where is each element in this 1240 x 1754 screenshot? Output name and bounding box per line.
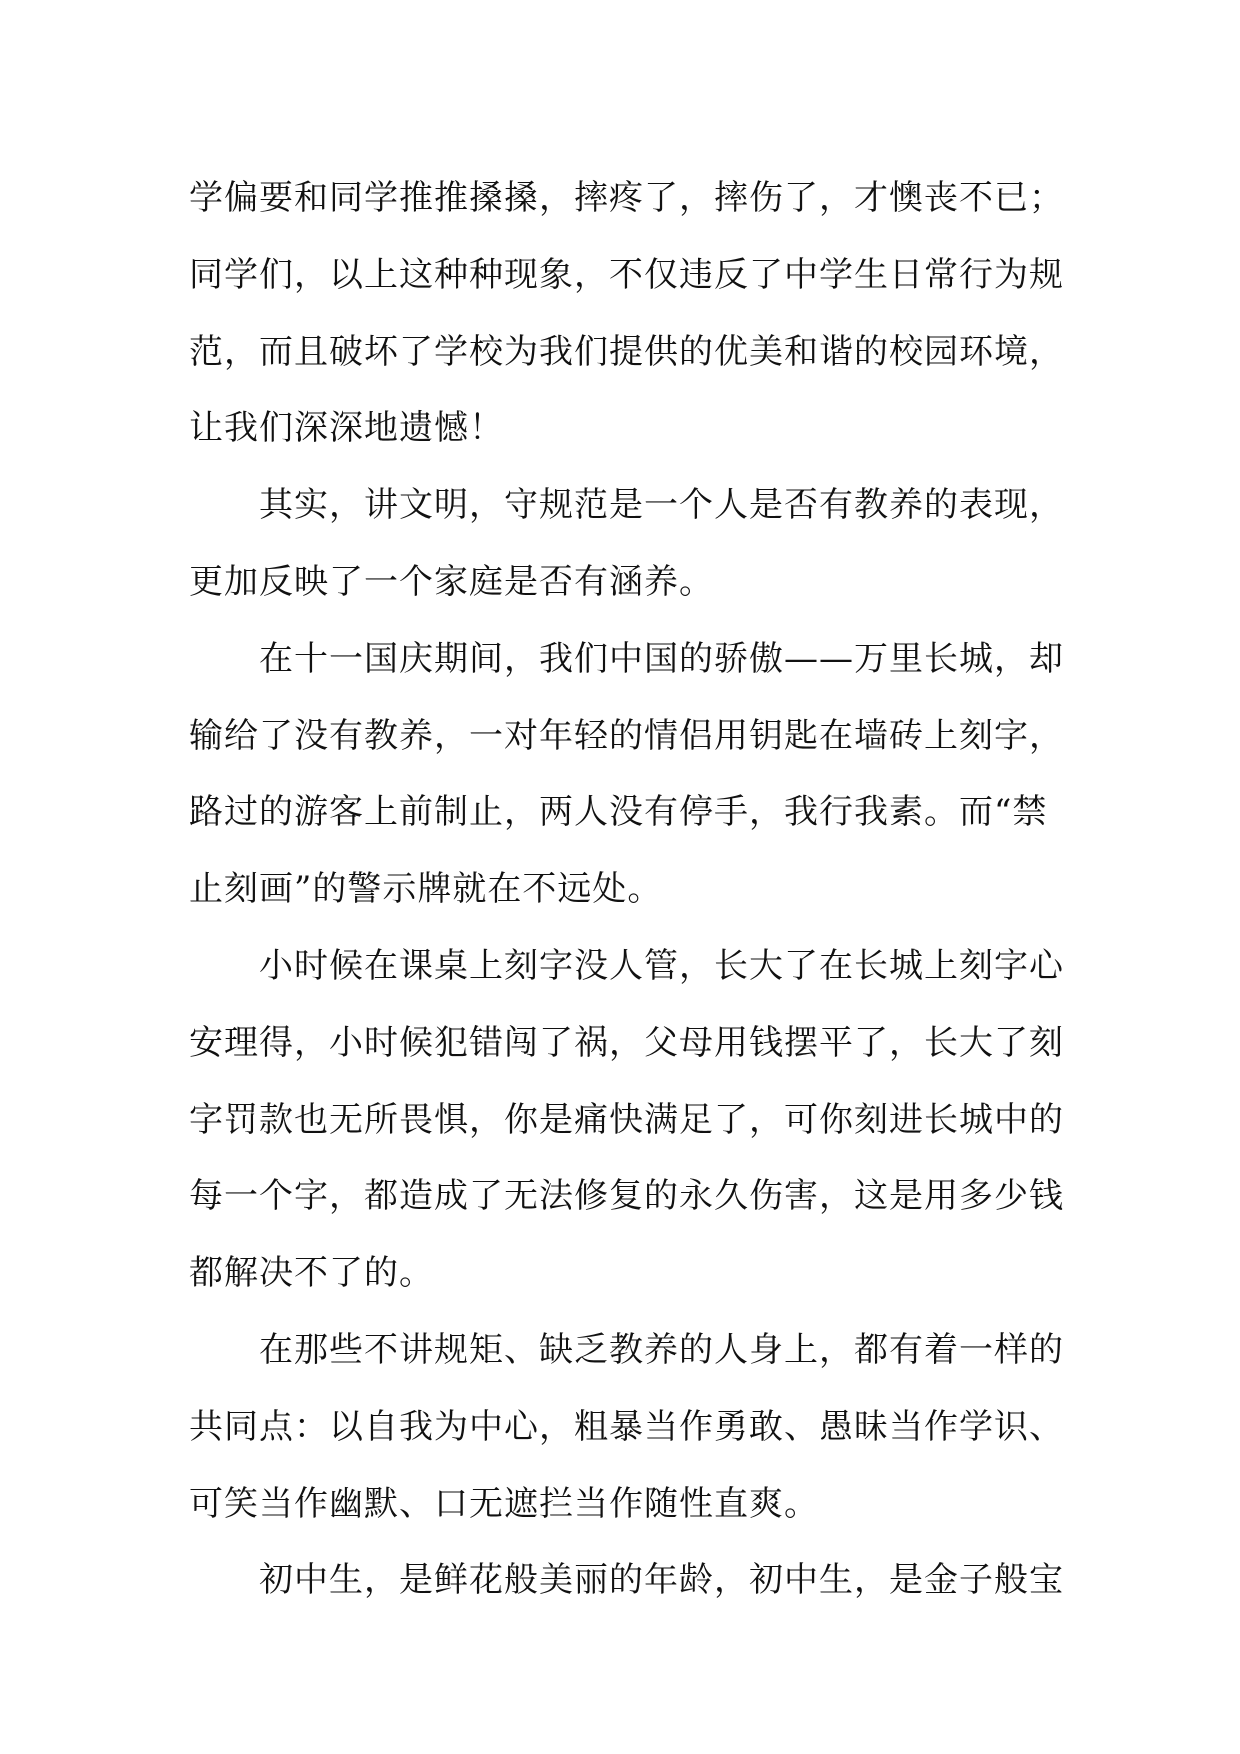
text-line-6: 更加反映了一个家庭是否有涵养。 [189,561,714,602]
text-line-1: 学偏要和同学推推搡搡，摔疼了，摔伤了，才懊丧不已； [189,178,1064,218]
text-line-11: 小时候在课桌上刻字没人管，长大了在长城上刻字心 [259,945,1064,986]
text-line-18: 可笑当作幽默、口无遮拦当作随性直爽。 [189,1483,819,1524]
text-line-13: 字罚款也无所畏惧，你是痛快满足了，可你刻进长城中的 [189,1099,1064,1140]
text-line-17: 共同点：以自我为中心，粗暴当作勇敢、愚昧当作学识、 [189,1406,1064,1447]
text-line-9: 路过的游客上前制止，两人没有停手，我行我素。而“禁 [189,792,1048,833]
text-line-12: 安理得，小时候犯错闯了祸，父母用钱摆平了，长大了刻 [189,1022,1064,1063]
text-line-14: 每一个字，都造成了无法修复的永久伤害，这是用多少钱 [189,1176,1064,1217]
text-line-4: 让我们深深地遗憾！ [189,408,504,449]
text-line-2: 同学们，以上这种种现象，不仅违反了中学生日常行为规 [189,254,1064,295]
text-line-5: 其实，讲文明，守规范是一个人是否有教养的表现， [259,485,1064,526]
text-line-19: 初中生，是鲜花般美丽的年龄，初中生，是金子般宝 [259,1560,1064,1601]
text-line-16: 在那些不讲规矩、缺乏教养的人身上，都有着一样的 [259,1329,1064,1370]
text-line-15: 都解决不了的。 [189,1253,434,1294]
text-line-3: 范，而且破坏了学校为我们提供的优美和谐的校园环境， [189,331,1064,372]
text-line-8: 输给了没有教养，一对年轻的情侣用钥匙在墙砖上刻字， [189,715,1064,756]
text-line-10: 止刻画”的警示牌就在不远处。 [189,869,663,910]
document-body [189,160,1064,1619]
text-line-7: 在十一国庆期间，我们中国的骄傲——万里长城，却 [259,638,1064,679]
